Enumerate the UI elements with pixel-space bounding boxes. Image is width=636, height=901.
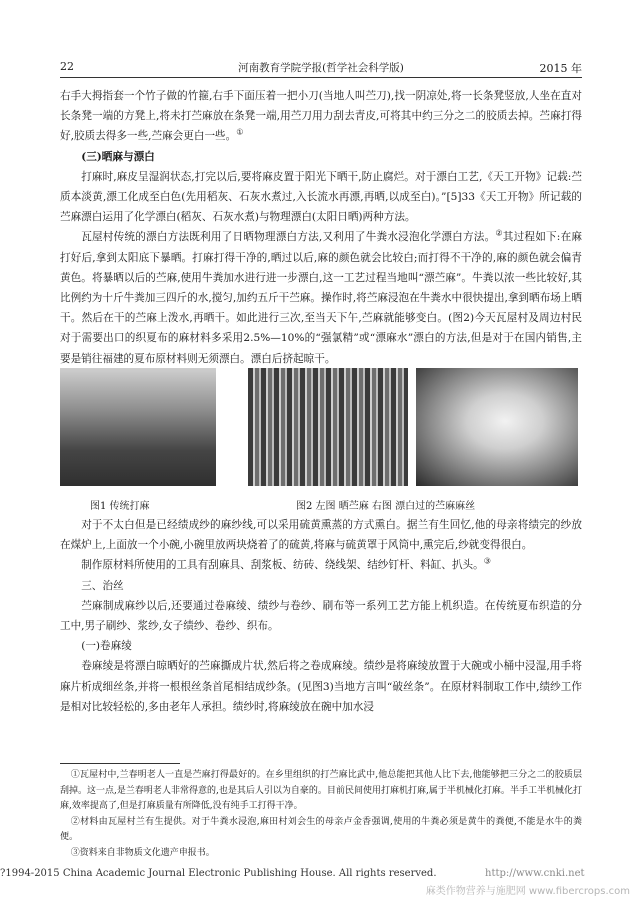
running-header xyxy=(60,60,582,76)
copyright-text: ?1994-2015 China Academic Journal Electronic Publishing House. All rights reserved. xyxy=(0,868,437,879)
photo-bleached-ramie-fiber xyxy=(416,368,578,486)
footnote-rule xyxy=(60,763,180,764)
figure-2-caption: 图2 左图 晒苎麻 右图 漂白过的苎麻麻丝 xyxy=(296,501,476,512)
paragraph: 苎麻制成麻纱以后,还要通过卷麻绫、绩纱与卷纱、刷布等一系列工艺方能上机织造。在传统夏布织造的分工中,男子刷纱、浆纱,女子绩纱、卷纱、织布。 xyxy=(60,599,582,633)
footnote: ①瓦屋村中,兰春明老人一直是苎麻打得最好的。在乡里组织的打苎麻比武中,他总能把其他人比下去,他能够把三分之二的胶质层刮掉。这一点,是兰春明老人非常得意的,也是其后人引以为自豪的。目前民间使用打麻机打麻,属于半机械化打麻。半手工半机械化打麻,效率提高了,但是打麻质量有所降低,没有纯手工打得干净。 xyxy=(60,770,582,811)
footnote: ③资料来自非物质文化遗产申报书。 xyxy=(70,847,215,858)
header-rule xyxy=(60,77,582,78)
footnote: ②材料由瓦屋村兰有生提供。对于牛粪水浸泡,麻田村刘会生的母亲卢金香强调,使用的牛粪必须是黄牛的粪便,不能是水牛的粪便。 xyxy=(60,816,582,842)
website-link[interactable]: http://www.cnki.net xyxy=(485,868,585,879)
section-heading: (三)晒麻与漂白 xyxy=(81,150,155,163)
page-number: 22 xyxy=(60,60,74,73)
footnotes xyxy=(60,768,582,861)
paragraph-text: 右手大拇指套一个竹子做的竹箍,右手下面压着一把小刀(当地人叫苎刀),找一阴凉处,将一长条凳竖放,人坐在直对长条凳一端的方凳上,将未打苎麻放在条凳一端,用苎刀用力刮去青皮,可将其中约三分之二的胶质去掉。苎麻打得好,胶质去得多一些,苎麻会更白一些。 xyxy=(60,90,582,143)
header-year: 2015 年 xyxy=(539,62,582,75)
paragraph-text: 制作原材料所使用的工具有刮麻具、刮浆板、纺砖、绕线架、结纱钉杆、料缸、扒头。 xyxy=(81,559,484,572)
paragraph: 打麻时,麻皮呈湿润状态,打完以后,要将麻皮置于阳光下晒干,防止腐烂。对于漂白工艺,《天工开物》记载:苎质本淡黄,漂工化成至白色(先用稻灰、石灰水煮过,入长流水再漂,再晒,以成至白)。”[5]33《天工开物》所记载的苎麻漂白运用了化学漂白(稻灰、石灰水煮)与物理漂白(太阳日晒)两种方法。 xyxy=(60,170,582,224)
figure-row xyxy=(60,368,582,493)
paragraph xyxy=(60,227,582,368)
paragraph-text: 瓦屋村传统的漂白方法既利用了日晒物理漂白方法,又利用了牛粪水浸泡化学漂白方法。 xyxy=(81,231,496,244)
paragraph: 卷麻绫是将漂白晾晒好的苎麻撕成片状,然后将之卷成麻绫。绩纱是将麻绫放置于大碗或小桶中浸湿,用手将麻片析成细丝条,并将一根根丝条首尾相结成纱条。(见图3)当地方言叫“破丝条”。在原材料制取工作中,绩纱工作是相对比较轻松的,多由老年人承担。绩纱时,将麻绫放在碗中加水浸 xyxy=(60,660,582,713)
footnote-ref: ③ xyxy=(483,556,491,566)
footnote-ref: ① xyxy=(236,127,244,137)
paragraph-text: 其过程如下:在麻打好后,拿到太阳底下暴晒。打麻打得干净的,晒过以后,麻的颜色就会比较白;而打得不干净的,麻的颜色就会偏青黄色。将暴晒以后的苎麻,使用牛粪加水进行进一步漂白,这一工艺过程当地叫“漂苎麻”。牛粪以浓一些比较好,其比例约为十斤牛粪加三四斤的水,搅匀,加约五斤干苎麻。操作时,将苎麻浸泡在牛粪水中很快提出,拿到晒布场上晒干。然后在干的苎麻上泼水,再晒干。如此进行三次,至当天下午,苎麻就能够变白。(图2)今天瓦屋村及周边村民对于需要出口的织夏布的麻材料多采用2.5%—10%的“强氯精”或“漂麻水”漂白的方法,但是对于在国内销售,主要是销往福建的夏布原材料则无须漂白。漂白后挤起晾干。 xyxy=(60,231,582,365)
figure-1-caption: 图1 传统打麻 xyxy=(90,501,150,512)
paragraph xyxy=(60,86,582,147)
watermark: 麻类作物营养与施肥网 www.fibercrops.com xyxy=(425,886,630,897)
paragraph xyxy=(60,555,582,575)
journal-title: 河南教育学院学报(哲学社会科学版) xyxy=(238,62,404,74)
section-heading: 三、治丝 xyxy=(81,579,124,592)
subsection-heading: (一)卷麻绫 xyxy=(81,640,132,653)
footnote-ref: ② xyxy=(495,228,503,238)
photo-drying-ramie xyxy=(248,368,408,486)
figure-captions xyxy=(60,497,582,513)
paragraph: 对于不太白但是已经绩成纱的麻纱线,可以采用硫黄熏蒸的方式熏白。据兰有生回忆,他的母亲将绩完的纱放在煤炉上,上面放一个小碗,小碗里放两块烧着了的硫黄,将麻与硫黄罩于风筒中,熏完后,纱就变得很白。 xyxy=(60,519,582,552)
body-text-top xyxy=(60,86,582,369)
copyright-line xyxy=(0,868,636,882)
body-text-bottom xyxy=(60,515,582,717)
photo-traditional-beating xyxy=(60,368,216,486)
